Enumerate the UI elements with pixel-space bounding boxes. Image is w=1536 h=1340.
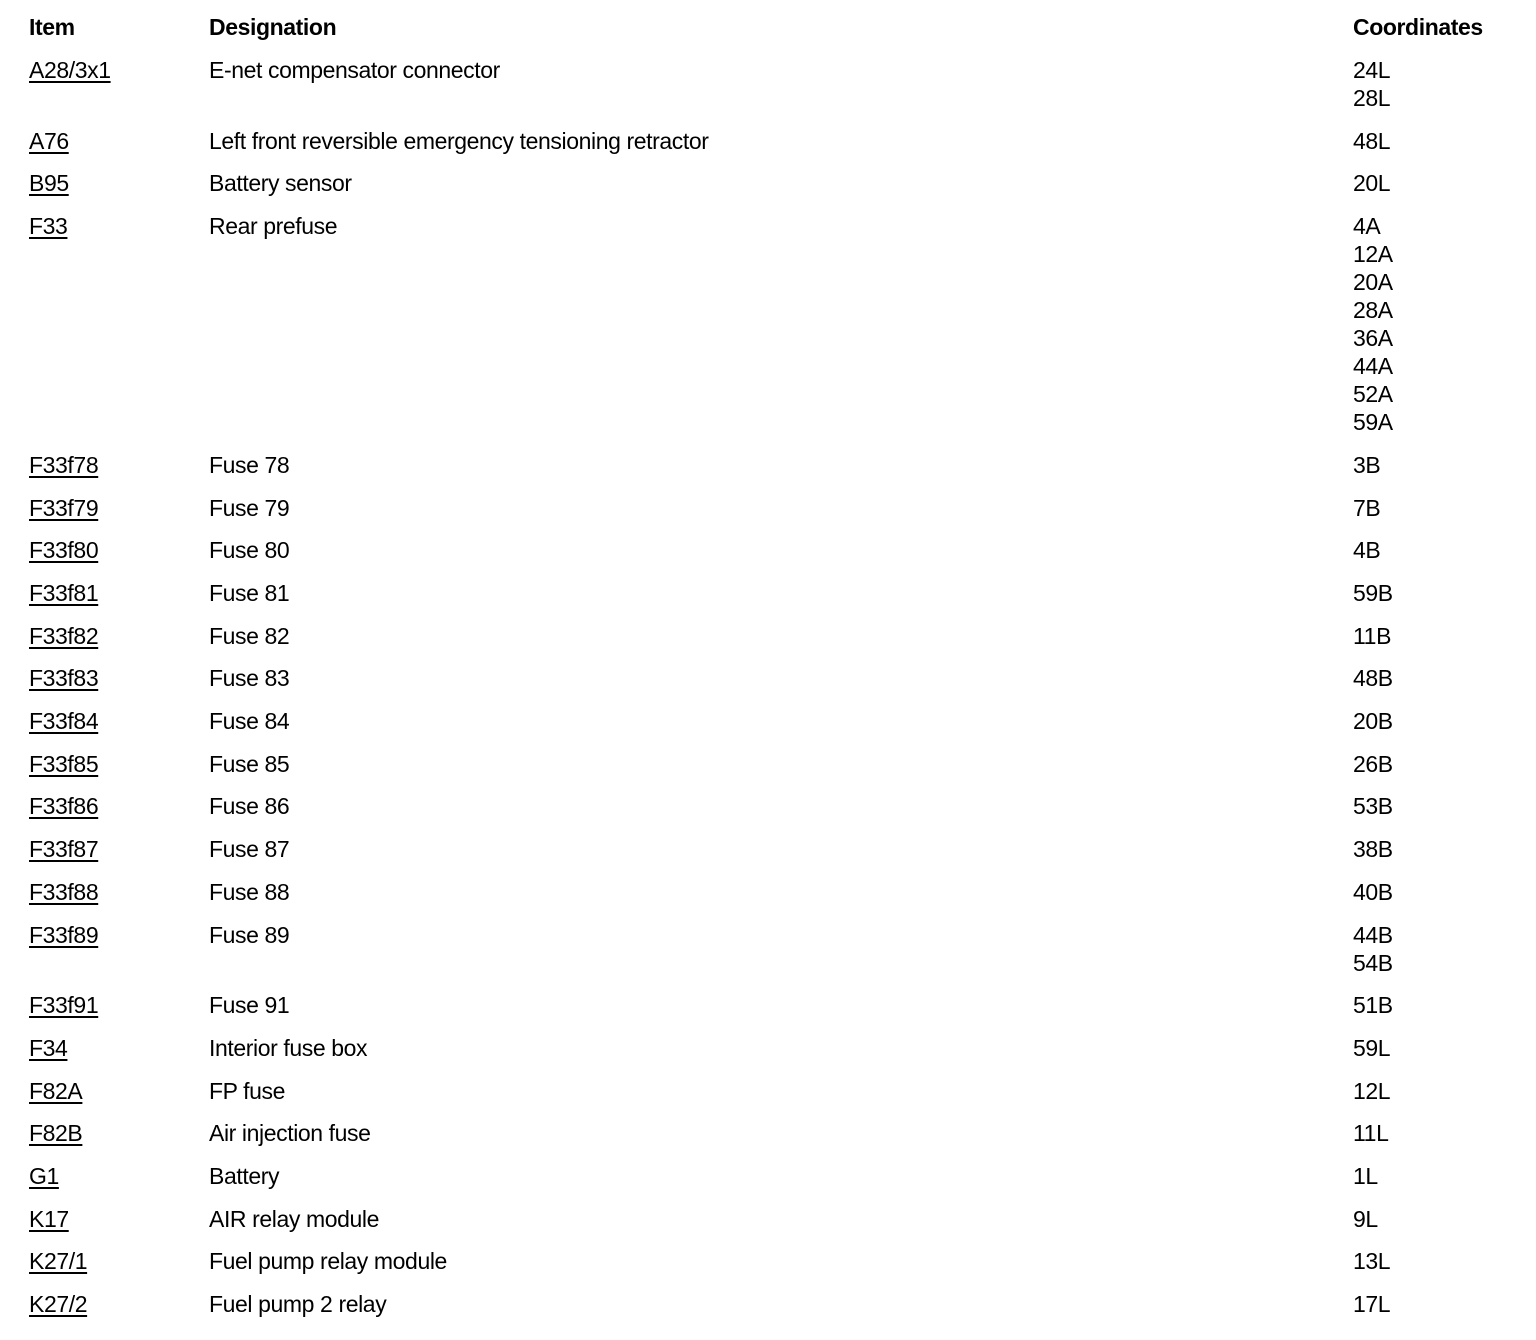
item-link[interactable]: F33f80 [29, 537, 99, 564]
designation-text: Fuse 83 [209, 665, 290, 692]
coordinates-cell [1353, 494, 1380, 522]
coordinate-value: 4B [1353, 537, 1381, 564]
coordinate-value: 48L [1353, 127, 1391, 154]
designation-text: Fuse 78 [209, 451, 290, 478]
item-link[interactable]: F82B [29, 1120, 83, 1147]
item-link[interactable]: B95 [29, 170, 69, 197]
coordinate-value: 44A [1353, 353, 1393, 380]
item-link[interactable]: F33f83 [29, 665, 99, 692]
coordinate-value: 59B [1353, 579, 1393, 606]
header-designation: Designation [209, 14, 337, 40]
coordinates-cell [1353, 169, 1390, 197]
designation-text: Fuse 87 [209, 836, 290, 863]
coordinates-cell [1353, 664, 1393, 692]
item-link[interactable]: F33f86 [29, 793, 99, 820]
item-link[interactable]: F33f91 [29, 992, 99, 1019]
coordinates-cell [1353, 792, 1393, 820]
item-link[interactable]: F33f88 [29, 878, 99, 905]
header-coordinates: Coordinates [1353, 14, 1483, 40]
coordinates-cell [1353, 1119, 1388, 1147]
item-link[interactable]: F34 [29, 1034, 68, 1061]
coordinate-value: 20L [1353, 170, 1391, 197]
item-link[interactable]: F33f79 [29, 494, 99, 521]
coordinate-value: 24L [1353, 57, 1391, 83]
coordinates-cell [1353, 835, 1393, 863]
coordinate-value: 28L [1353, 85, 1391, 111]
designation-text: Fuse 84 [209, 708, 290, 734]
designation-text: Interior fuse box [209, 1034, 368, 1061]
designation-text: Battery [209, 1163, 280, 1189]
item-link[interactable]: A28/3x1 [29, 57, 111, 83]
item-link[interactable]: G1 [29, 1163, 59, 1189]
coordinate-value: 59A [1353, 409, 1393, 436]
coordinates-cell [1353, 1290, 1390, 1318]
coordinates-cell [1353, 750, 1393, 778]
coordinates-cell [1353, 878, 1393, 906]
designation-text: Left front reversible emergency tensioning retractor [209, 127, 709, 154]
item-link[interactable]: F33f89 [29, 921, 99, 948]
coordinates-cell [1353, 451, 1380, 479]
table-header [0, 13, 1536, 43]
item-link[interactable]: F33f82 [29, 622, 99, 649]
coordinate-value: 28A [1353, 297, 1393, 324]
coordinates-cell [1353, 56, 1390, 112]
designation-text: Fuse 79 [209, 494, 290, 521]
coordinates-cell [1353, 579, 1393, 607]
coordinates-cell [1353, 622, 1391, 650]
coordinates-cell [1353, 1205, 1378, 1233]
designation-text: Fuse 89 [209, 921, 290, 948]
coordinates-cell [1353, 991, 1393, 1019]
item-link[interactable]: K27/1 [29, 1248, 88, 1275]
coordinate-value: 13L [1353, 1248, 1391, 1275]
designation-text: Battery sensor [209, 170, 352, 197]
coordinate-value: 12A [1353, 241, 1393, 268]
coordinates-cell [1353, 1077, 1390, 1105]
coordinate-value: 52A [1353, 381, 1393, 408]
coordinates-cell [1353, 1034, 1390, 1062]
coordinate-value: 44B [1353, 921, 1393, 948]
coordinate-value: 9L [1353, 1205, 1378, 1232]
coordinate-value: 11L [1353, 1120, 1389, 1147]
coordinate-value: 26B [1353, 750, 1393, 777]
designation-text: Fuse 82 [209, 622, 290, 649]
designation-text: Fuse 91 [209, 992, 290, 1019]
coordinate-value: 11B [1353, 622, 1392, 649]
coordinate-value: 20A [1353, 269, 1393, 296]
coordinates-cell [1353, 127, 1390, 155]
designation-text: Air injection fuse [209, 1120, 371, 1147]
designation-text: AIR relay module [209, 1205, 380, 1232]
coordinate-value: 1L [1353, 1163, 1378, 1189]
item-link[interactable]: F33f85 [29, 750, 99, 777]
item-link[interactable]: K27/2 [29, 1291, 88, 1318]
coordinate-value: 3B [1353, 451, 1381, 478]
coordinates-cell [1353, 1162, 1378, 1190]
header-item: Item [29, 14, 75, 40]
coordinate-value: 53B [1353, 793, 1393, 820]
coordinates-cell [1353, 212, 1393, 436]
coordinate-value: 12L [1353, 1077, 1391, 1104]
item-link[interactable]: A76 [29, 127, 69, 154]
coordinate-value: 54B [1353, 949, 1393, 976]
coordinates-cell [1353, 1247, 1390, 1275]
coordinate-value: 4A [1353, 213, 1381, 240]
designation-text: Fuel pump 2 relay [209, 1291, 387, 1318]
coordinate-value: 48B [1353, 665, 1393, 692]
designation-text: Fuel pump relay module [209, 1248, 447, 1275]
coordinates-cell [1353, 707, 1393, 735]
coordinate-value: 36A [1353, 325, 1393, 352]
coordinate-value: 17L [1353, 1291, 1391, 1318]
designation-text: Fuse 80 [209, 537, 290, 564]
designation-text: Fuse 81 [209, 579, 290, 606]
designation-text: Fuse 85 [209, 750, 290, 777]
designation-text: Rear prefuse [209, 213, 338, 240]
item-link[interactable]: F33f84 [29, 708, 99, 734]
coordinate-value: 38B [1353, 836, 1393, 863]
item-link[interactable]: F33f78 [29, 451, 99, 478]
designation-text: E-net compensator connector [209, 57, 500, 83]
designation-text: Fuse 88 [209, 878, 290, 905]
coordinate-value: 20B [1353, 708, 1393, 734]
item-link[interactable]: F33 [29, 213, 68, 240]
coordinates-cell [1353, 921, 1393, 977]
coordinates-cell [1353, 536, 1380, 564]
coordinate-value: 51B [1353, 992, 1393, 1019]
coordinate-value: 40B [1353, 878, 1393, 905]
item-link[interactable]: F33f87 [29, 836, 99, 863]
item-link[interactable]: K17 [29, 1205, 69, 1232]
item-link[interactable]: F33f81 [29, 579, 99, 606]
designation-text: Fuse 86 [209, 793, 290, 820]
item-link[interactable]: F82A [29, 1077, 83, 1104]
coordinate-value: 59L [1353, 1034, 1391, 1061]
designation-text: FP fuse [209, 1077, 286, 1104]
coordinate-value: 7B [1353, 494, 1381, 521]
